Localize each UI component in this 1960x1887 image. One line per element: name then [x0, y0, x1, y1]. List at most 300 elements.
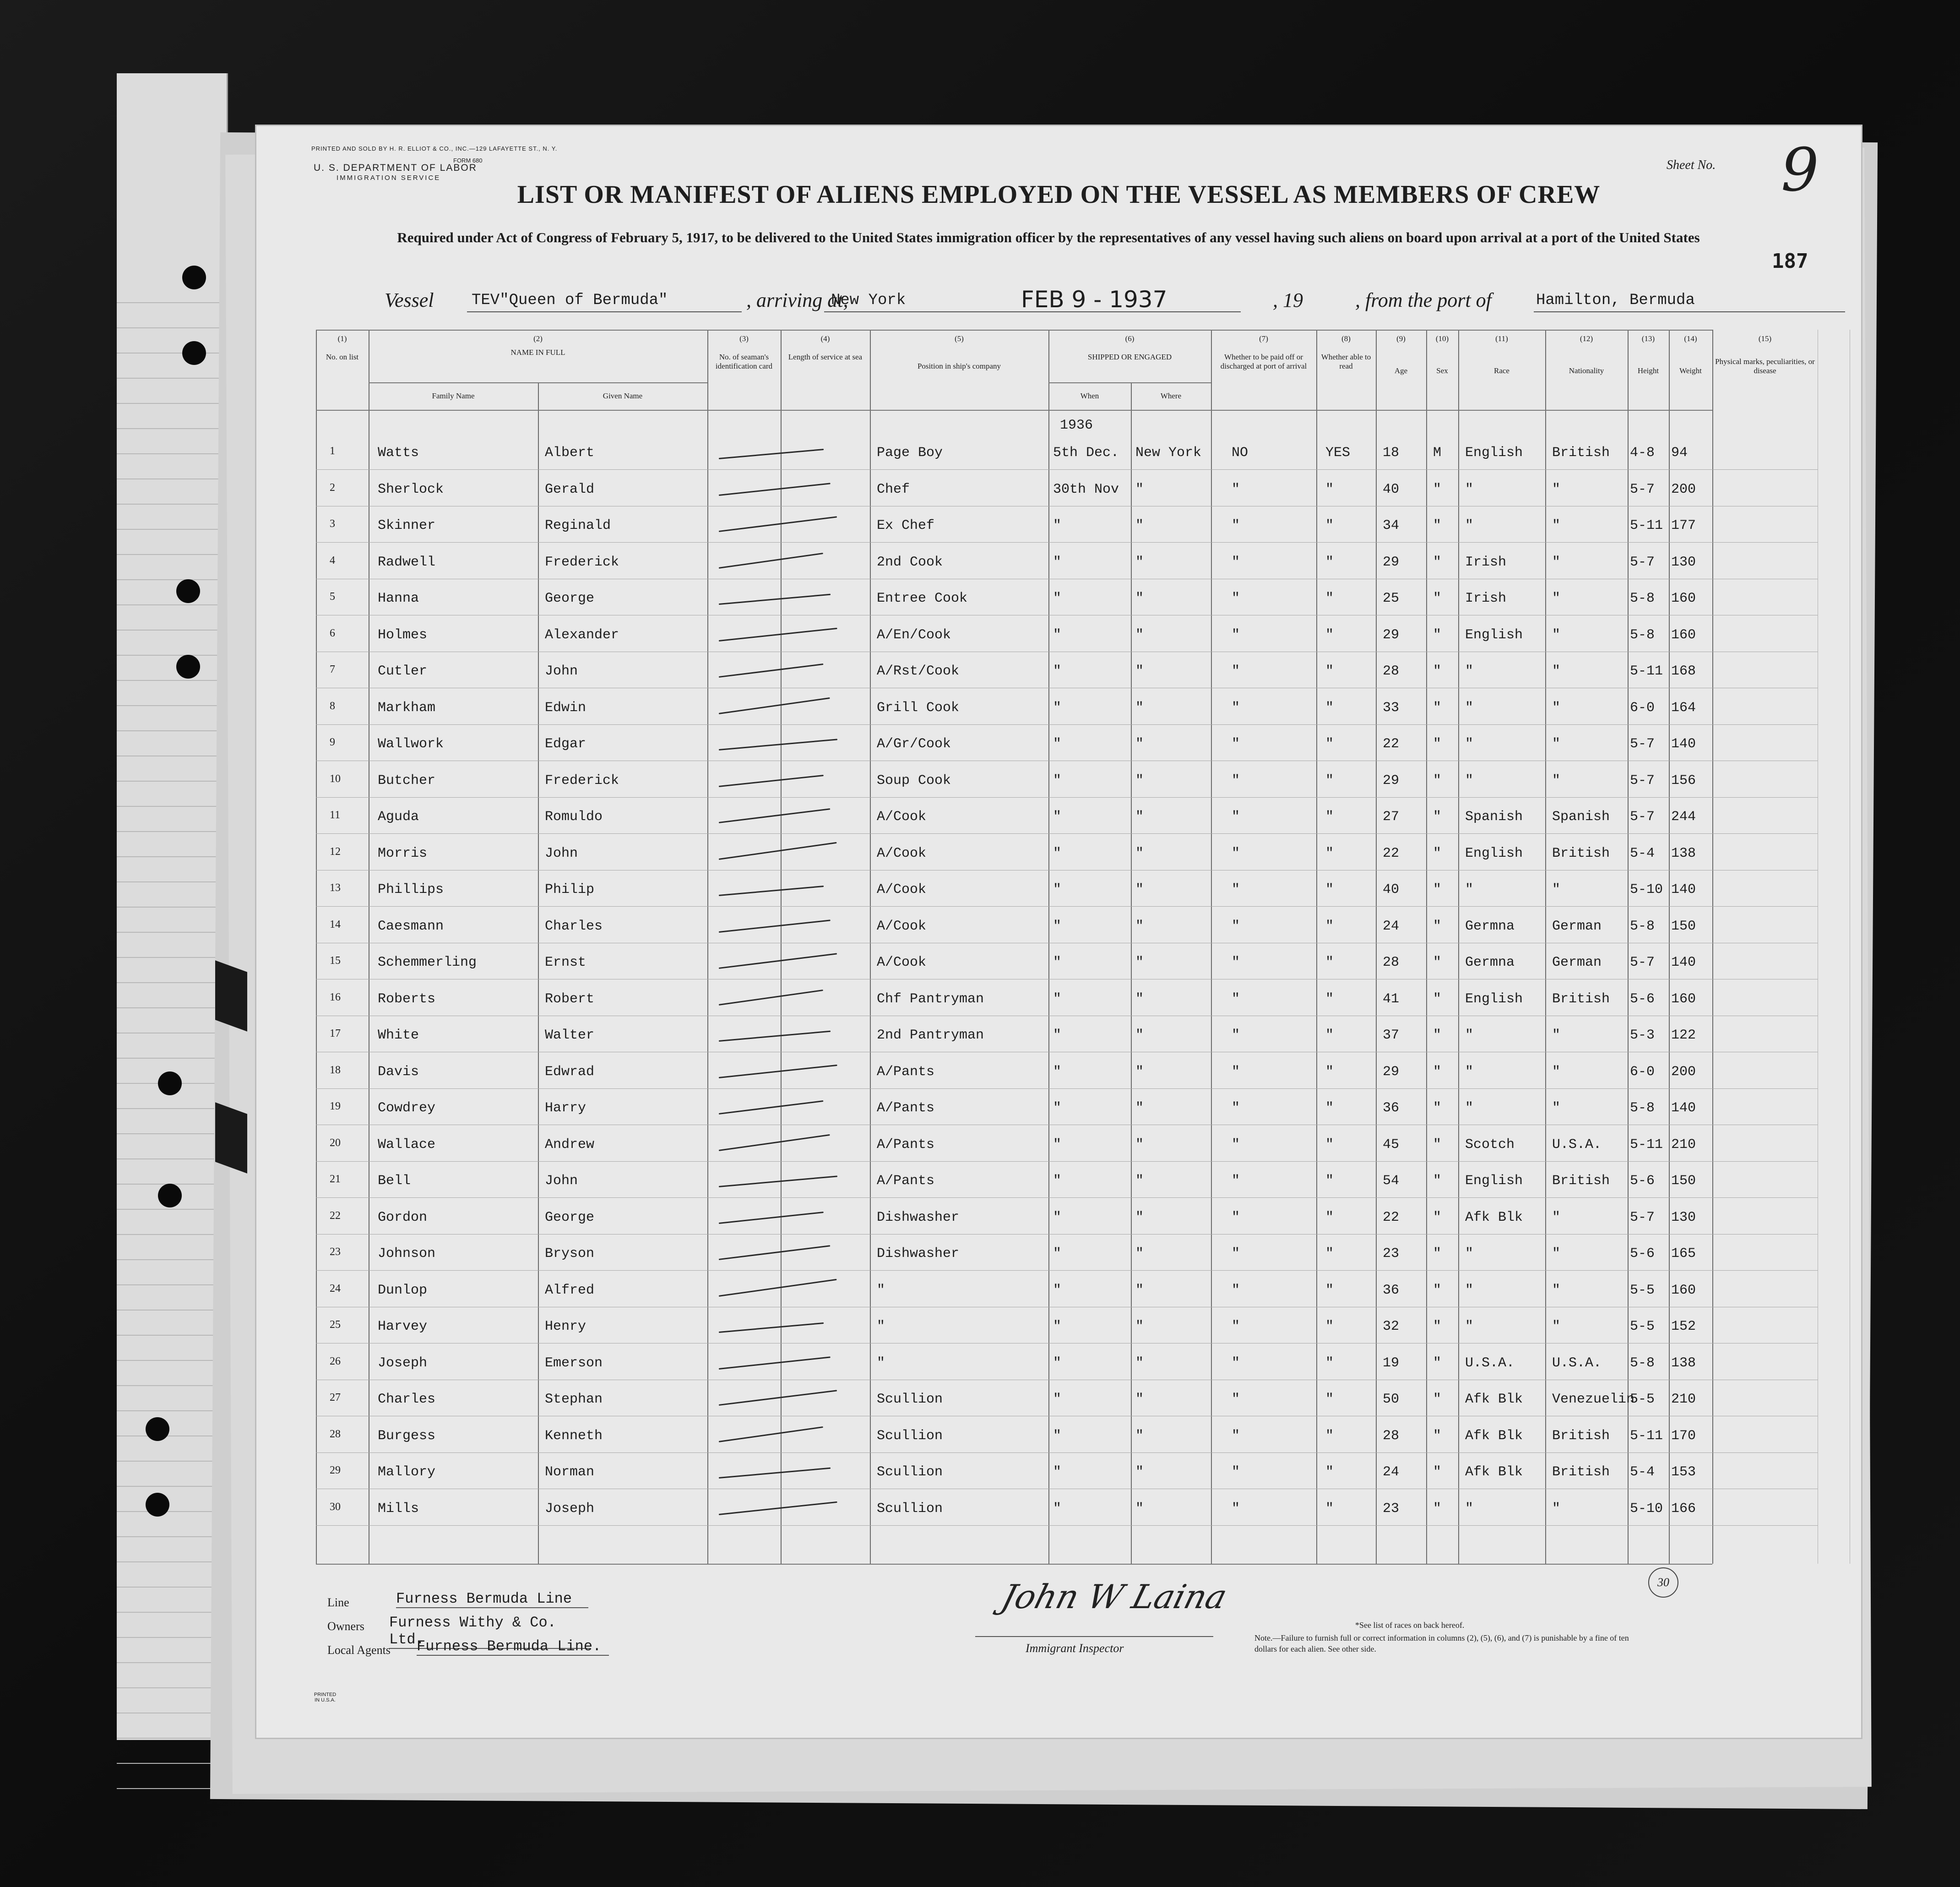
- able-to-read: ": [1325, 1282, 1334, 1298]
- column-header: Physical marks, peculiarities, or disease: [1715, 357, 1815, 375]
- nationality: British: [1552, 1464, 1610, 1480]
- binding-ribbon: [215, 1102, 247, 1173]
- shipped-where: ": [1135, 1464, 1144, 1480]
- height: 5-7: [1630, 772, 1655, 789]
- strip-rule: [117, 1511, 227, 1512]
- age: 18: [1383, 445, 1400, 461]
- owners-value: Furness Withy & Co. Ltd.: [389, 1614, 591, 1649]
- strip-rule: [117, 1133, 227, 1134]
- position: ": [877, 1282, 885, 1298]
- table-row: [316, 845, 1712, 881]
- row-number: 9: [330, 736, 335, 748]
- arriving-port: New York: [831, 292, 906, 309]
- race: English: [1465, 627, 1523, 643]
- given-name: John: [545, 845, 578, 861]
- service: IMMIGRATION SERVICE: [337, 174, 441, 182]
- check-stroke: [719, 1322, 824, 1333]
- height: 5-7: [1630, 809, 1655, 825]
- weight: 200: [1671, 1064, 1696, 1080]
- given-name: Edgar: [545, 736, 586, 752]
- strip-rule: [117, 781, 227, 782]
- owners-label: Owners: [327, 1620, 364, 1633]
- paid-off: ": [1232, 1064, 1240, 1080]
- paid-off: ": [1232, 1100, 1240, 1116]
- table-row: [316, 1427, 1712, 1464]
- nationality: Venezuelin: [1552, 1392, 1635, 1407]
- shipped-when: 30th Nov: [1053, 481, 1119, 497]
- table-row: [316, 1245, 1712, 1282]
- family-name: Watts: [378, 445, 419, 461]
- shipped-when: ": [1053, 991, 1062, 1007]
- column-header: No. of seaman's identification card: [715, 353, 773, 370]
- sex: ": [1433, 481, 1442, 497]
- paid-off: ": [1232, 955, 1240, 970]
- nationality: ": [1552, 736, 1561, 752]
- agents-label: Local Agents: [327, 1643, 391, 1657]
- race: ": [1465, 1319, 1474, 1334]
- weight: 210: [1671, 1392, 1696, 1407]
- family-name: Cowdrey: [378, 1100, 436, 1116]
- row-number: 15: [330, 955, 341, 967]
- able-to-read: ": [1325, 1355, 1334, 1371]
- column-header: NAME IN FULL: [510, 348, 565, 357]
- row-number: 4: [330, 554, 335, 566]
- strip-rule: [117, 579, 227, 580]
- able-to-read: ": [1325, 700, 1334, 716]
- table-row: [316, 1318, 1712, 1354]
- row-number: 2: [330, 481, 335, 494]
- strip-rule: [117, 881, 227, 882]
- check-stroke: [719, 886, 824, 896]
- weight: 140: [1671, 955, 1696, 970]
- sex: ": [1433, 1392, 1442, 1407]
- position: Dishwasher: [877, 1209, 960, 1225]
- position: Chef: [877, 481, 910, 497]
- shipped-where: ": [1135, 1137, 1144, 1153]
- strip-rule: [117, 604, 227, 605]
- shipped-where: ": [1135, 809, 1144, 825]
- shipped-when: ": [1053, 1028, 1062, 1043]
- able-to-read: ": [1325, 882, 1334, 897]
- family-name: Skinner: [378, 518, 436, 533]
- column-header: Position in ship's company: [917, 362, 1001, 370]
- race: Afk Blk: [1465, 1428, 1523, 1444]
- given-name: Edwrad: [545, 1064, 595, 1080]
- given-name: Gerald: [545, 481, 595, 497]
- sheet-label: Sheet No.: [1667, 158, 1716, 172]
- sex: ": [1433, 1209, 1442, 1225]
- sex: M: [1433, 445, 1442, 461]
- able-to-read: ": [1325, 918, 1334, 934]
- age: 22: [1383, 736, 1400, 752]
- sex: ": [1433, 1246, 1442, 1262]
- age: 23: [1383, 1501, 1400, 1517]
- row-number: 28: [330, 1428, 341, 1440]
- height: 5-7: [1630, 481, 1655, 497]
- line-value: Furness Bermuda Line: [396, 1590, 588, 1608]
- family-name: Hanna: [378, 591, 419, 606]
- nationality: ": [1552, 1319, 1561, 1334]
- shipped-where: ": [1135, 627, 1144, 643]
- shipped-where: New York: [1135, 445, 1202, 461]
- sex: ": [1433, 700, 1442, 716]
- given-name: Ernst: [545, 955, 586, 970]
- age: 50: [1383, 1392, 1400, 1407]
- table-rule: [316, 330, 1712, 331]
- weight: 152: [1671, 1319, 1696, 1334]
- check-stroke: [719, 516, 837, 532]
- shipped-when: ": [1053, 1246, 1062, 1262]
- paid-off: ": [1232, 663, 1240, 679]
- family-name: Markham: [378, 700, 436, 716]
- nationality: British: [1552, 1173, 1610, 1189]
- position: Entree Cook: [877, 591, 968, 606]
- family-name: Caesmann: [378, 918, 444, 934]
- family-name: Joseph: [378, 1355, 428, 1371]
- sex: ": [1433, 736, 1442, 752]
- shipped-when: ": [1053, 1355, 1062, 1371]
- family-name: Johnson: [378, 1246, 436, 1262]
- sex: ": [1433, 845, 1442, 861]
- given-name: Frederick: [545, 772, 619, 789]
- family-name: Gordon: [378, 1209, 428, 1225]
- table-row: [316, 1209, 1712, 1245]
- position: 2nd Pantryman: [877, 1028, 984, 1043]
- shipped-where: ": [1135, 1100, 1144, 1116]
- column-number: (14): [1684, 334, 1697, 343]
- age: 22: [1383, 1209, 1400, 1225]
- nationality: ": [1552, 1246, 1561, 1262]
- height: 5-4: [1630, 845, 1655, 861]
- check-stroke: [719, 449, 824, 459]
- able-to-read: ": [1325, 1100, 1334, 1116]
- position: Soup Cook: [877, 772, 951, 789]
- row-number: 30: [330, 1501, 341, 1513]
- inspector-label: Immigrant Inspector: [1026, 1642, 1124, 1655]
- position: A/Gr/Cook: [877, 736, 951, 752]
- paid-off: ": [1232, 518, 1240, 533]
- height: 5-7: [1630, 1209, 1655, 1225]
- weight: 140: [1671, 882, 1696, 897]
- nationality: U.S.A.: [1552, 1355, 1602, 1371]
- column-number: (11): [1495, 334, 1508, 343]
- rule: [1534, 311, 1845, 312]
- given-name: Alfred: [545, 1282, 595, 1298]
- paid-off: ": [1232, 481, 1240, 497]
- position: A/Rst/Cook: [877, 663, 960, 679]
- strip-rule: [117, 302, 227, 303]
- given-name: George: [545, 591, 595, 606]
- sex: ": [1433, 1428, 1442, 1444]
- column-number: (3): [739, 334, 749, 343]
- race: ": [1465, 772, 1474, 789]
- race: English: [1465, 445, 1523, 461]
- family-name: Dunlop: [378, 1282, 428, 1298]
- paid-off: ": [1232, 1246, 1240, 1262]
- sex: ": [1433, 627, 1442, 643]
- line-label: Line: [327, 1596, 349, 1609]
- height: 5-11: [1630, 1428, 1663, 1444]
- weight: 94: [1671, 445, 1688, 461]
- weight: 165: [1671, 1246, 1696, 1262]
- check-stroke: [719, 663, 824, 678]
- given-name: John: [545, 1173, 578, 1189]
- sex: ": [1433, 1282, 1442, 1298]
- position: 2nd Cook: [877, 554, 943, 570]
- shipped-when: ": [1053, 918, 1062, 934]
- weight: 168: [1671, 663, 1696, 679]
- age: 34: [1383, 518, 1400, 533]
- sex: ": [1433, 809, 1442, 825]
- sex: ": [1433, 991, 1442, 1007]
- paid-off: ": [1232, 1392, 1240, 1407]
- shipped-when: ": [1053, 1464, 1062, 1480]
- race: Irish: [1465, 554, 1507, 570]
- strip-rule: [117, 680, 227, 681]
- paid-off: ": [1232, 1501, 1240, 1517]
- table-rule: [1048, 382, 1211, 383]
- row-number: 6: [330, 627, 335, 639]
- height: 6-0: [1630, 700, 1655, 716]
- shipped-where: ": [1135, 991, 1144, 1007]
- column-number: (15): [1758, 334, 1772, 343]
- manifest-table: [316, 330, 1815, 1564]
- column-number: (12): [1580, 334, 1593, 343]
- weight: 160: [1671, 627, 1696, 643]
- paid-off: ": [1232, 700, 1240, 716]
- year-note: 1936: [1060, 418, 1093, 433]
- strip-rule: [117, 1662, 227, 1663]
- nationality: ": [1552, 1209, 1561, 1225]
- column-number: (2): [533, 334, 543, 343]
- rule: [975, 1636, 1213, 1637]
- row-number: 5: [330, 591, 335, 603]
- column-number: (1): [337, 334, 347, 343]
- strip-rule: [117, 1410, 227, 1411]
- race: Afk Blk: [1465, 1392, 1523, 1407]
- position: Scullion: [877, 1392, 943, 1407]
- arrival-date: FEB 9 - 1937: [1021, 286, 1167, 313]
- paid-off: ": [1232, 554, 1240, 570]
- column-number: (5): [955, 334, 964, 343]
- race: ": [1465, 481, 1474, 497]
- nationality: British: [1552, 845, 1610, 861]
- height: 5-8: [1630, 1100, 1655, 1116]
- position: Dishwasher: [877, 1246, 960, 1262]
- check-stroke: [719, 1134, 830, 1151]
- age: 40: [1383, 882, 1400, 897]
- able-to-read: ": [1325, 1173, 1334, 1189]
- shipped-where: ": [1135, 1064, 1144, 1080]
- sex: ": [1433, 1064, 1442, 1080]
- given-name: Philip: [545, 882, 595, 897]
- height: 5-10: [1630, 1501, 1663, 1517]
- paid-off: ": [1232, 591, 1240, 606]
- age: 29: [1383, 1064, 1400, 1080]
- strip-rule: [117, 1007, 227, 1008]
- shipped-where: ": [1135, 481, 1144, 497]
- race: Germna: [1465, 955, 1515, 970]
- penalty-note: Note.—Failure to furnish full or correct information in columns (2), (5), (6), and (7) is punishable by a fine of ten dollars for each alien. See other side.: [1254, 1633, 1629, 1653]
- binder-hole: [158, 1184, 182, 1207]
- table-row: [316, 1099, 1712, 1136]
- age: 28: [1383, 663, 1400, 679]
- column-header: Whether to be paid off or discharged at port of arrival: [1220, 353, 1307, 370]
- able-to-read: ": [1325, 772, 1334, 789]
- sex: ": [1433, 772, 1442, 789]
- nationality: ": [1552, 882, 1561, 897]
- race: ": [1465, 1064, 1474, 1080]
- check-stroke: [719, 483, 831, 496]
- height: 5-6: [1630, 1173, 1655, 1189]
- table-row: [316, 772, 1712, 809]
- position: Ex Chef: [877, 518, 935, 533]
- shipped-when: ": [1053, 845, 1062, 861]
- row-number: 12: [330, 845, 341, 858]
- shipped-where: ": [1135, 1209, 1144, 1225]
- vessel-label: Vessel: [385, 289, 434, 311]
- paid-off: ": [1232, 1428, 1240, 1444]
- shipped-where: ": [1135, 1282, 1144, 1298]
- check-stroke: [719, 990, 823, 1006]
- nationality: ": [1552, 591, 1561, 606]
- shipped-where: ": [1135, 1428, 1144, 1444]
- nationality: German: [1552, 918, 1602, 934]
- race: ": [1465, 1100, 1474, 1116]
- given-name: George: [545, 1209, 595, 1225]
- able-to-read: ": [1325, 809, 1334, 825]
- race: ": [1465, 518, 1474, 533]
- strip-rule: [117, 529, 227, 530]
- from-port: Hamilton, Bermuda: [1536, 292, 1695, 309]
- table-row: [316, 1391, 1712, 1427]
- table-row: [316, 1500, 1712, 1537]
- rule: [467, 311, 742, 312]
- weight: 140: [1671, 736, 1696, 752]
- given-name: Frederick: [545, 554, 619, 570]
- check-stroke: [719, 1031, 831, 1042]
- nationality: ": [1552, 481, 1561, 497]
- shipped-when: ": [1053, 518, 1062, 533]
- shipped-when: ": [1053, 736, 1062, 752]
- nationality: British: [1552, 991, 1610, 1007]
- arriving-label: , arriving at,: [746, 289, 848, 311]
- check-stroke: [719, 1245, 831, 1260]
- age: 36: [1383, 1100, 1400, 1116]
- height: 5-10: [1630, 882, 1663, 897]
- paid-off: ": [1232, 1137, 1240, 1153]
- shipped-where: ": [1135, 1173, 1144, 1189]
- column-header: Age: [1394, 366, 1408, 375]
- age: 19: [1383, 1355, 1400, 1371]
- able-to-read: ": [1325, 991, 1334, 1007]
- check-stroke: [719, 1426, 823, 1442]
- strip-rule: [117, 554, 227, 555]
- shipped-where: ": [1135, 1246, 1144, 1262]
- check-stroke: [719, 553, 823, 569]
- strip-rule: [117, 1259, 227, 1260]
- weight: 244: [1671, 809, 1696, 825]
- nationality: ": [1552, 1064, 1561, 1080]
- row-number: 21: [330, 1173, 341, 1185]
- paid-off: ": [1232, 1355, 1240, 1371]
- able-to-read: ": [1325, 1064, 1334, 1080]
- shipped-where: ": [1135, 918, 1144, 934]
- check-stroke: [719, 1356, 831, 1370]
- page-title: LIST OR MANIFEST OF ALIENS EMPLOYED ON THE VESSEL AS MEMBERS OF CREW: [517, 180, 1601, 209]
- weight: 150: [1671, 918, 1696, 934]
- sex: ": [1433, 882, 1442, 897]
- weight: 140: [1671, 1100, 1696, 1116]
- nationality: ": [1552, 1100, 1561, 1116]
- race: ": [1465, 1501, 1474, 1517]
- binding-ribbon: [215, 960, 247, 1031]
- weight: 130: [1671, 1209, 1696, 1225]
- age: 29: [1383, 554, 1400, 570]
- strip-rule: [117, 1637, 227, 1638]
- paid-off: ": [1232, 1173, 1240, 1189]
- given-name: Charles: [545, 918, 603, 934]
- shipped-when: ": [1053, 809, 1062, 825]
- shipped-when: ": [1053, 1209, 1062, 1225]
- position: ": [877, 1319, 885, 1334]
- family-name: Radwell: [378, 554, 436, 570]
- binder-hole: [146, 1417, 169, 1441]
- age: 24: [1383, 1464, 1400, 1480]
- strip-rule: [117, 1158, 227, 1159]
- able-to-read: ": [1325, 554, 1334, 570]
- family-name: Phillips: [378, 882, 444, 897]
- column-number: (6): [1125, 334, 1135, 343]
- column-header-given: Given Name: [603, 392, 643, 400]
- strip-rule: [117, 957, 227, 958]
- column-number: (10): [1435, 334, 1449, 343]
- family-name: Bell: [378, 1173, 411, 1189]
- binder-hole: [176, 655, 200, 679]
- table-row: [316, 881, 1712, 918]
- strip-rule: [117, 453, 227, 454]
- check-stroke: [719, 1100, 824, 1115]
- able-to-read: ": [1325, 627, 1334, 643]
- check-stroke: [719, 774, 824, 787]
- column-number: (4): [820, 334, 830, 343]
- binder-hole: [176, 579, 200, 603]
- shipped-when: 5th Dec.: [1053, 445, 1119, 461]
- shipped-when: ": [1053, 1064, 1062, 1080]
- table-row: [316, 808, 1712, 845]
- able-to-read: ": [1325, 736, 1334, 752]
- age: 29: [1383, 772, 1400, 789]
- shipped-where: ": [1135, 554, 1144, 570]
- height: 5-8: [1630, 627, 1655, 643]
- able-to-read: ": [1325, 481, 1334, 497]
- table-row: [316, 517, 1712, 554]
- height: 5-11: [1630, 1137, 1663, 1153]
- nationality: Spanish: [1552, 809, 1610, 825]
- weight: 164: [1671, 700, 1696, 716]
- age: 24: [1383, 918, 1400, 934]
- table-row: [316, 1027, 1712, 1063]
- position: A/Pants: [877, 1064, 935, 1080]
- family-name: Charles: [378, 1392, 436, 1407]
- given-name: Harry: [545, 1100, 586, 1116]
- race: Afk Blk: [1465, 1464, 1523, 1480]
- strip-rule: [117, 1058, 227, 1059]
- shipped-when: ": [1053, 1137, 1062, 1153]
- given-name: Alexander: [545, 627, 619, 643]
- row-number: 25: [330, 1319, 341, 1331]
- printed-mark: PRINTED IN U.S.A.: [314, 1692, 337, 1703]
